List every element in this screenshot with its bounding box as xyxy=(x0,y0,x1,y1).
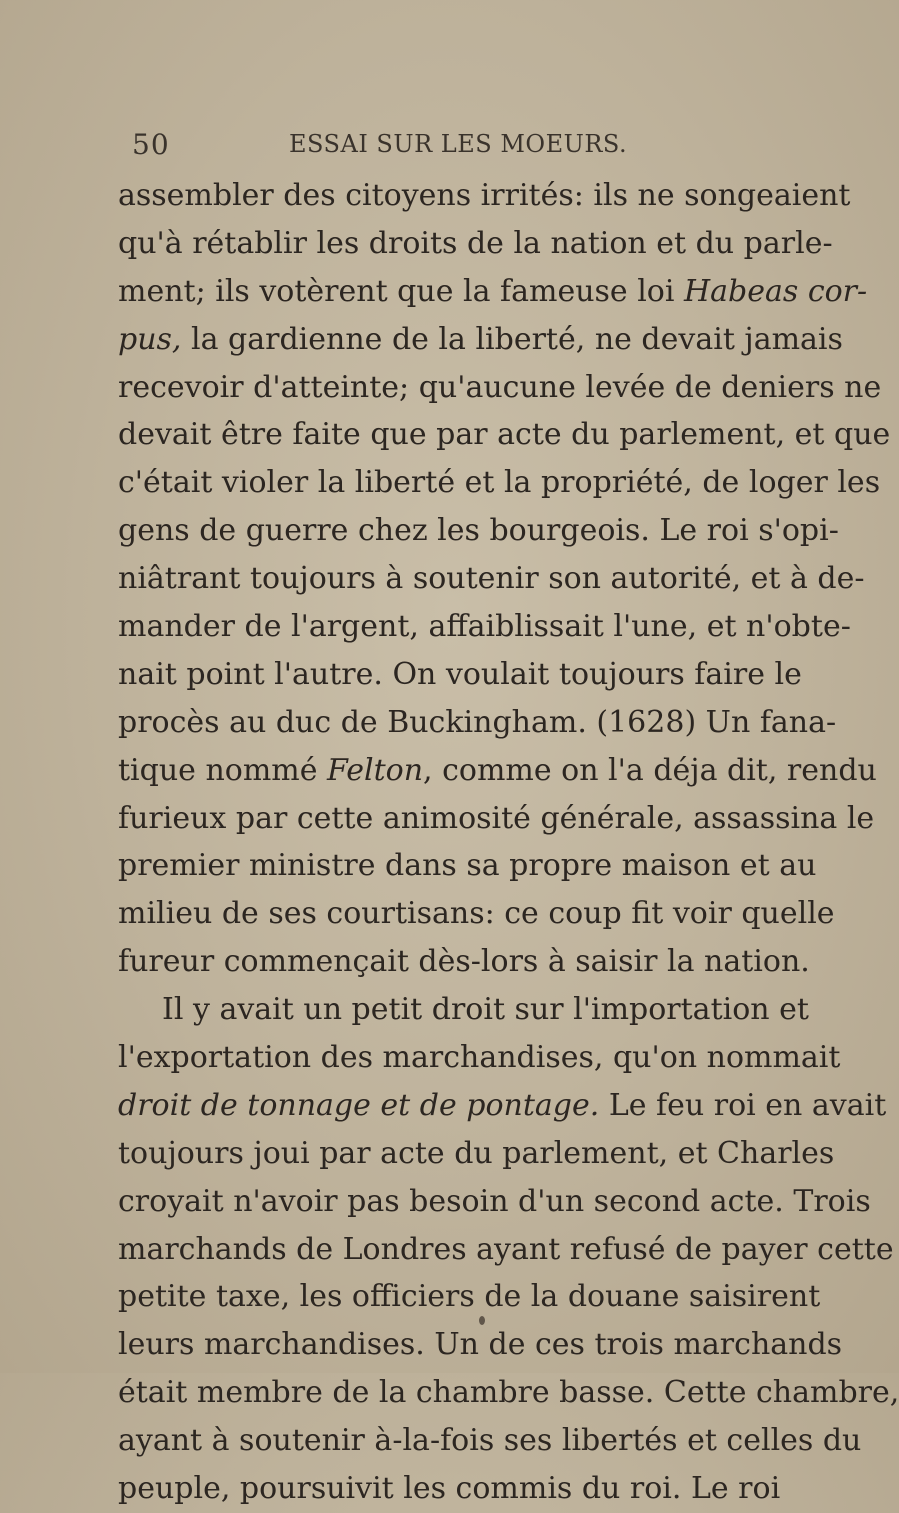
italic-term: Habeas cor- xyxy=(684,273,868,309)
page-header xyxy=(120,128,760,168)
text-line: assembler des citoyens irrités: ils ne songeaient xyxy=(118,178,851,213)
text-line: recevoir d'atteinte; qu'aucune levée de deniers ne xyxy=(118,369,882,405)
italic-name: Felton xyxy=(327,752,424,788)
text-line: qu'à rétablir les droits de la nation et du parle- xyxy=(118,225,833,261)
text-line: ment; ils votèrent que la fameuse loi Habeas cor- xyxy=(118,273,868,309)
text-line: mander de l'argent, affaiblissait l'une, et n'obte- xyxy=(118,609,851,645)
text-line: l'exportation des marchandises, qu'on nommait xyxy=(118,1040,841,1076)
text-line: Il y avait un petit droit sur l'importation et xyxy=(162,992,809,1028)
text-line: furieux par cette animosité générale, assassina le xyxy=(118,800,875,836)
text-line: nait point l'autre. On voulait toujours faire le xyxy=(118,656,802,692)
running-title: ESSAI SUR LES MOEURS. xyxy=(289,130,628,158)
text-line: c'était violer la liberté et la propriété, de loger les xyxy=(118,465,881,501)
text-line: leurs marchandises. Un de ces trois marchands xyxy=(118,1327,843,1363)
text-line: droit de tonnage et de pontage. Le feu roi en avait xyxy=(118,1087,887,1123)
text-line: petite taxe, les officiers de la douane saisirent xyxy=(118,1279,821,1315)
text-line: croyait n'avoir pas besoin d'un second acte. Trois xyxy=(118,1183,871,1219)
text-line: toujours joui par acte du parlement, et Charles xyxy=(118,1135,835,1171)
text-line: ayant à soutenir à-la-fois ses libertés et celles du xyxy=(118,1423,862,1459)
text-line: premier ministre dans sa propre maison et au xyxy=(118,848,817,884)
italic-term: pus, xyxy=(118,321,182,357)
page-number: 50 xyxy=(132,128,170,161)
text-line: peuple, poursuivit les commis du roi. Le roi xyxy=(118,1471,781,1507)
ink-speck xyxy=(479,1316,485,1325)
italic-term: droit de tonnage et de pontage. xyxy=(118,1087,600,1123)
text-line: fureur commençait dès-lors à saisir la nation. xyxy=(118,944,810,980)
text-line: procès au duc de Buckingham. (1628) Un fana- xyxy=(118,704,837,740)
text-line: tique nommé Felton, comme on l'a déja dit, rendu xyxy=(118,752,877,788)
text-line: milieu de ses courtisans: ce coup fit voir quelle xyxy=(118,896,835,932)
text-line: devait être faite que par acte du parlement, et que xyxy=(118,417,891,453)
body-text xyxy=(118,172,899,1513)
text-line: était membre de la chambre basse. Cette chambre, xyxy=(118,1375,899,1411)
text-line: marchands de Londres ayant refusé de payer cette xyxy=(118,1231,894,1267)
text-line: niâtrant toujours à soutenir son autorité, et à de- xyxy=(118,561,865,597)
text-line: pus, la gardienne de la liberté, ne devait jamais xyxy=(118,321,843,357)
text-line: gens de guerre chez les bourgeois. Le roi s'opi- xyxy=(118,513,839,549)
